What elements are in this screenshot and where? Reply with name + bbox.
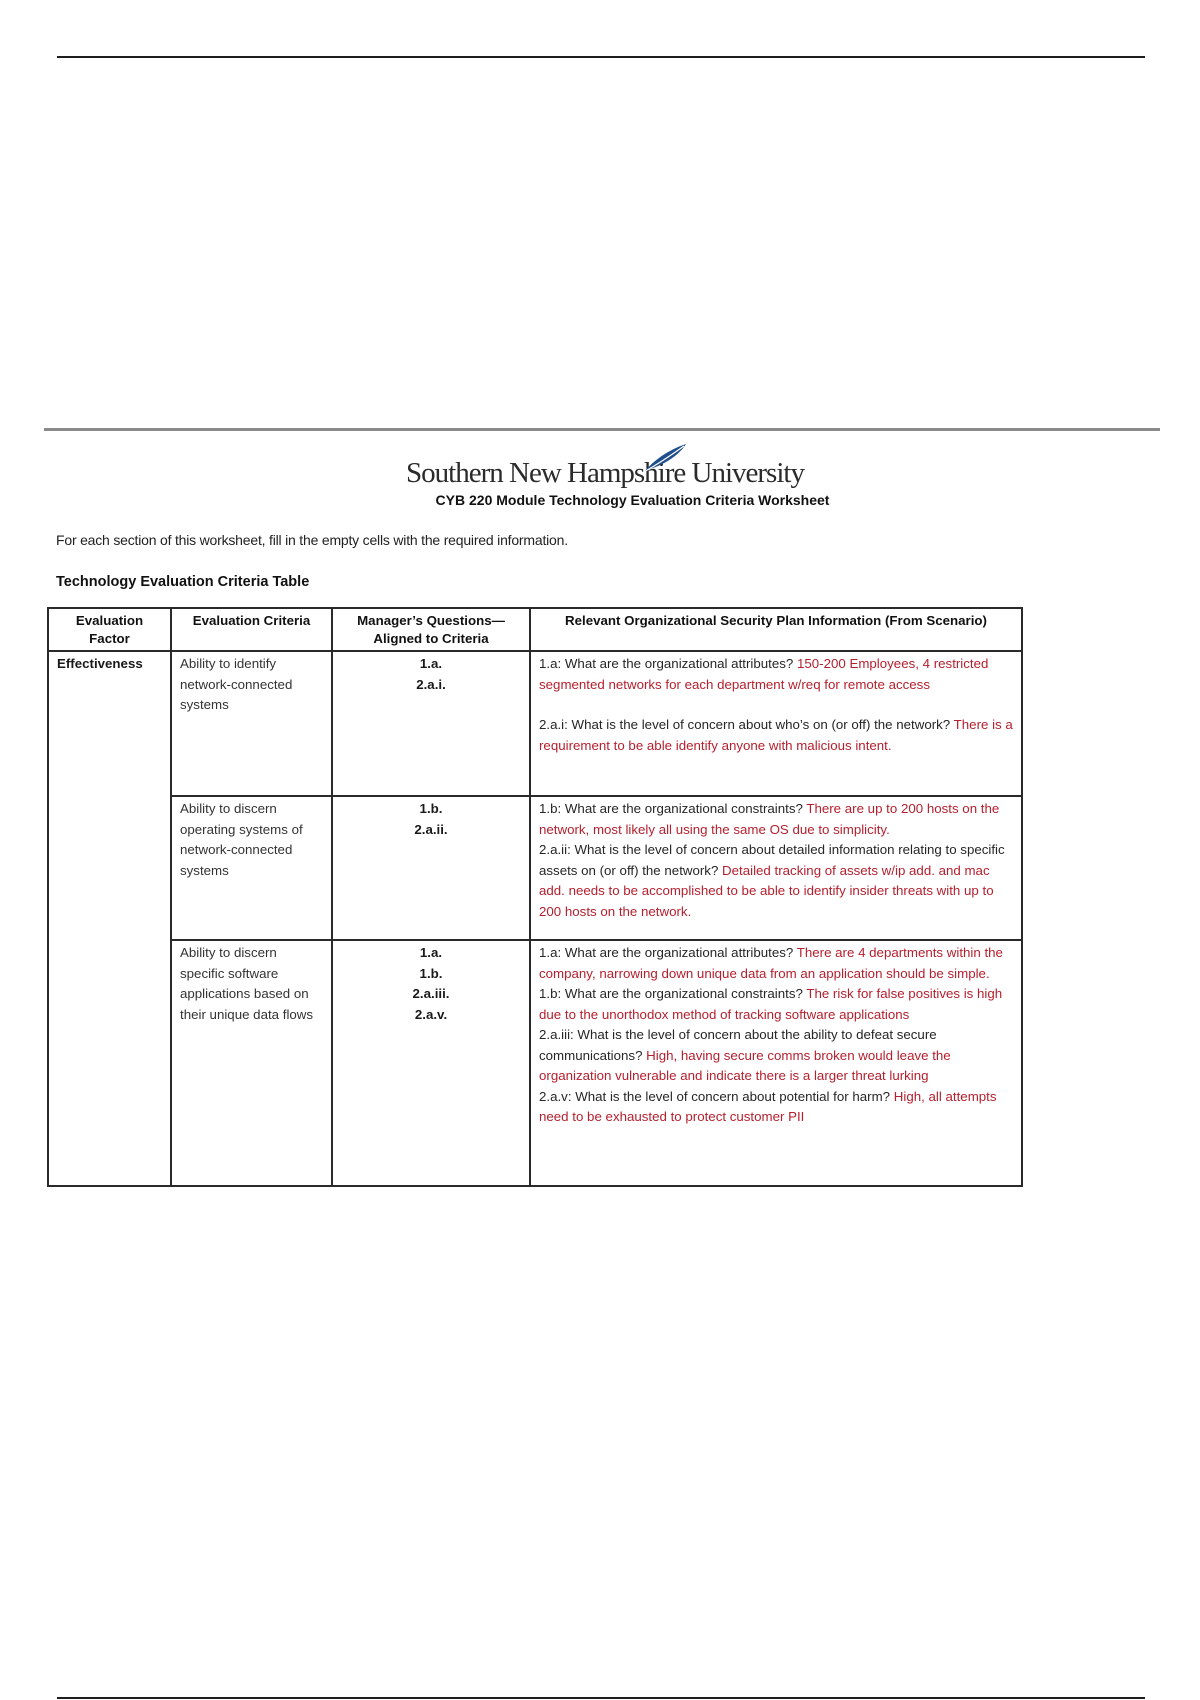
info-block — [539, 1087, 1013, 1128]
header-security-plan-info: Relevant Organizational Security Plan Information (From Scenario) — [530, 608, 1022, 651]
info-cell — [530, 940, 1022, 1186]
header-managers-questions: Manager’s Questions—Aligned to Criteria — [332, 608, 530, 651]
factor-cell: Effectiveness — [48, 651, 171, 1186]
questions-cell — [332, 651, 530, 796]
question-ref: 2.a.i. — [416, 676, 446, 692]
info-question: 2.a.v: What is the level of concern about potential for harm? — [539, 1088, 894, 1104]
info-question: 2.a.ii: What is the level of concern about detailed information relating to specific assets on (or off) the network? — [539, 842, 1005, 878]
quill-icon — [640, 442, 690, 476]
info-answer: Detailed tracking of assets w/ip add. and mac add. needs to be accomplished to be able to identify insider threats with up to 200 hosts on the network. — [539, 862, 994, 919]
info-cell — [530, 651, 1022, 796]
table-row — [48, 796, 1022, 940]
info-answer: High, having secure comms broken would leave the organization vulnerable and indicate there is a larger threat lurking — [539, 1047, 951, 1083]
question-ref: 1.a. — [419, 656, 443, 671]
question-ref: 2.a.ii. — [414, 821, 448, 837]
info-block — [539, 840, 1013, 922]
info-answer: 150-200 Employees, 4 restricted segmented networks for each department w/req for remote access — [539, 656, 989, 692]
info-question: 1.a: What are the organizational attributes? — [539, 656, 797, 671]
page-divider — [44, 428, 1160, 431]
info-block — [539, 799, 1013, 840]
questions-cell — [332, 940, 530, 1186]
spacer — [539, 695, 1013, 715]
info-block — [539, 715, 1013, 756]
question-ref: 1.a. — [419, 945, 443, 960]
info-block — [539, 984, 1013, 1025]
info-answer: There are 4 departments within the company, narrowing down unique data from an application should be simple. — [539, 945, 1003, 981]
table-row — [48, 651, 1022, 796]
table-header-row — [48, 608, 1022, 651]
question-ref: 2.a.iii. — [412, 986, 450, 1001]
university-logo — [300, 448, 910, 498]
info-answer: There are up to 200 hosts on the network, most likely all using the same OS due to simplicity. — [539, 801, 1000, 837]
table-title: Technology Evaluation Criteria Table — [56, 574, 310, 590]
questions-cell — [332, 796, 530, 940]
info-cell — [530, 796, 1022, 940]
criteria-cell: Ability to discern operating systems of network-connected systems — [171, 796, 332, 940]
question-ref: 2.a.v. — [414, 1006, 448, 1022]
info-answer: There is a requirement to be able identify anyone with malicious intent. — [539, 717, 1013, 753]
info-question: 1.b: What are the organizational constraints? — [539, 986, 807, 1001]
criteria-cell: Ability to identify network-connected systems — [171, 651, 332, 796]
info-question: 2.a.iii: What is the level of concern about the ability to defeat secure communications? — [539, 1027, 937, 1063]
info-answer: High, all attempts need to be exhausted to protect customer PII — [539, 1088, 997, 1124]
info-block — [539, 943, 1013, 984]
table-row — [48, 940, 1022, 1186]
top-rule — [57, 56, 1145, 58]
criteria-table — [47, 607, 1023, 1187]
header-evaluation-criteria: Evaluation Criteria — [171, 608, 332, 651]
info-question: 1.b: What are the organizational constraints? — [539, 801, 807, 816]
document-title: CYB 220 Module Technology Evaluation Criteria Worksheet — [435, 492, 830, 508]
question-ref: 1.b. — [419, 965, 443, 981]
question-ref: 1.b. — [419, 801, 443, 816]
header-evaluation-factor: Evaluation Factor — [48, 608, 171, 651]
info-answer: The risk for false positives is high due to the unorthodox method of tracking software applications — [539, 986, 1003, 1022]
bottom-rule — [57, 1697, 1145, 1699]
info-question: 1.a: What are the organizational attributes? — [539, 945, 797, 960]
instructions-text: For each section of this worksheet, fill in the empty cells with the required information. — [56, 532, 568, 548]
university-name: Southern New Hampshire University — [406, 457, 804, 489]
info-block — [539, 1025, 1013, 1087]
criteria-cell: Ability to discern specific software applications based on their unique data flows — [171, 940, 332, 1186]
info-question: 2.a.i: What is the level of concern about who’s on (or off) the network? — [539, 717, 954, 732]
info-block — [539, 654, 1013, 695]
